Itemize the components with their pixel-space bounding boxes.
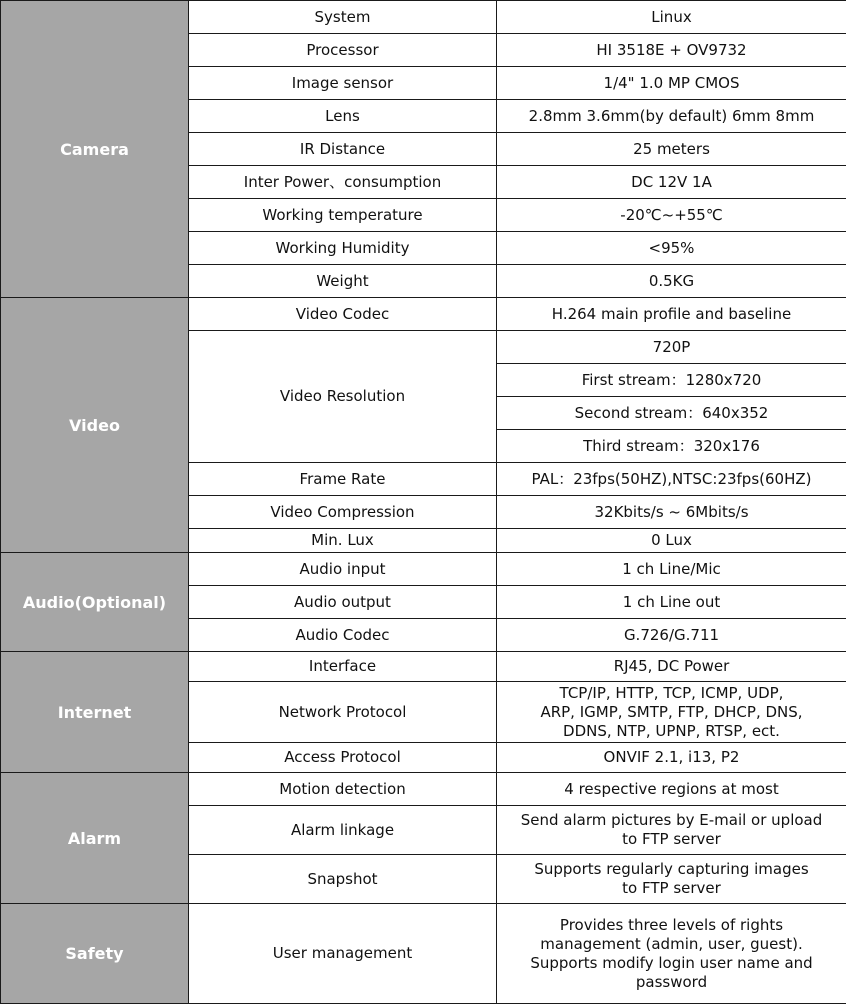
alarm-linkage-line: to FTP server — [622, 830, 721, 848]
table-row — [1, 773, 846, 806]
user-management-line: password — [635, 972, 708, 991]
table-row — [1, 652, 846, 682]
param-alarm-linkage: Alarm linkage — [189, 806, 497, 855]
value-snapshot — [497, 855, 846, 904]
value-alarm-linkage — [497, 806, 846, 855]
value-power: DC 12V 1A — [497, 166, 846, 199]
snapshot-line: to FTP server — [622, 879, 721, 897]
param-audio-input: Audio input — [189, 553, 497, 586]
param-video-resolution: Video Resolution — [189, 331, 497, 463]
table-row — [1, 904, 846, 1004]
param-weight: Weight — [189, 265, 497, 298]
value-access-protocol: ONVIF 2.1, i13, P2 — [497, 743, 846, 773]
network-protocol-line: ARP, IGMP, SMTP, FTP, DHCP, DNS, — [540, 702, 803, 721]
value-resolution-720p: 720P — [497, 331, 846, 364]
section-internet-title: Internet — [1, 652, 189, 773]
param-access-protocol: Access Protocol — [189, 743, 497, 773]
value-motion-detection: 4 respective regions at most — [497, 773, 846, 806]
param-network-protocol: Network Protocol — [189, 682, 497, 743]
value-image-sensor: 1/4" 1.0 MP CMOS — [497, 67, 846, 100]
user-management-line: Supports modify login user name and — [530, 953, 813, 972]
param-min-lux: Min. Lux — [189, 529, 497, 553]
param-image-sensor: Image sensor — [189, 67, 497, 100]
value-working-temperature: -20℃~+55℃ — [497, 199, 846, 232]
value-audio-output: 1 ch Line out — [497, 586, 846, 619]
value-user-management — [497, 904, 846, 1004]
value-resolution-second-stream: Second stream：640x352 — [497, 397, 846, 430]
param-processor: Processor — [189, 34, 497, 67]
value-frame-rate: PAL：23fps(50HZ),NTSC:23fps(60HZ) — [497, 463, 846, 496]
param-system: System — [189, 1, 497, 34]
value-resolution-first-stream: First stream：1280x720 — [497, 364, 846, 397]
value-ir-distance: 25 meters — [497, 133, 846, 166]
network-protocol-line: DDNS, NTP, UPNP, RTSP, ect. — [563, 721, 780, 740]
param-working-temperature: Working temperature — [189, 199, 497, 232]
value-lens: 2.8mm 3.6mm(by default) 6mm 8mm — [497, 100, 846, 133]
value-min-lux: 0 Lux — [497, 529, 846, 553]
value-resolution-third-stream: Third stream：320x176 — [497, 430, 846, 463]
value-system: Linux — [497, 1, 846, 34]
table-row — [1, 298, 846, 331]
param-ir-distance: IR Distance — [189, 133, 497, 166]
param-audio-codec: Audio Codec — [189, 619, 497, 652]
value-audio-codec: G.726/G.711 — [497, 619, 846, 652]
param-snapshot: Snapshot — [189, 855, 497, 904]
value-audio-input: 1 ch Line/Mic — [497, 553, 846, 586]
value-working-humidity: <95% — [497, 232, 846, 265]
value-video-codec: H.264 main profile and baseline — [497, 298, 846, 331]
param-motion-detection: Motion detection — [189, 773, 497, 806]
param-power: Inter Power、consumption — [189, 166, 497, 199]
param-video-codec: Video Codec — [189, 298, 497, 331]
param-user-management: User management — [189, 904, 497, 1004]
section-audio-title: Audio(Optional) — [1, 553, 189, 652]
param-frame-rate: Frame Rate — [189, 463, 497, 496]
section-camera-title: Camera — [1, 1, 189, 298]
user-management-line: Provides three levels of rights — [559, 915, 784, 934]
table-row — [1, 553, 846, 586]
user-management-line: management (admin, user, guest). — [540, 934, 803, 953]
value-weight: 0.5KG — [497, 265, 846, 298]
alarm-linkage-line: Send alarm pictures by E-mail or upload — [520, 811, 823, 829]
value-network-protocol — [497, 682, 846, 743]
section-safety-title: Safety — [1, 904, 189, 1004]
value-video-compression: 32Kbits/s ~ 6Mbits/s — [497, 496, 846, 529]
table-row — [1, 1, 846, 34]
param-working-humidity: Working Humidity — [189, 232, 497, 265]
network-protocol-line: TCP/IP, HTTP, TCP, ICMP, UDP, — [559, 683, 784, 702]
value-interface: RJ45, DC Power — [497, 652, 846, 682]
snapshot-line: Supports regularly capturing images — [534, 860, 809, 878]
param-lens: Lens — [189, 100, 497, 133]
section-alarm-title: Alarm — [1, 773, 189, 904]
section-video-title: Video — [1, 298, 189, 553]
value-processor: HI 3518E + OV9732 — [497, 34, 846, 67]
param-interface: Interface — [189, 652, 497, 682]
param-audio-output: Audio output — [189, 586, 497, 619]
param-video-compression: Video Compression — [189, 496, 497, 529]
